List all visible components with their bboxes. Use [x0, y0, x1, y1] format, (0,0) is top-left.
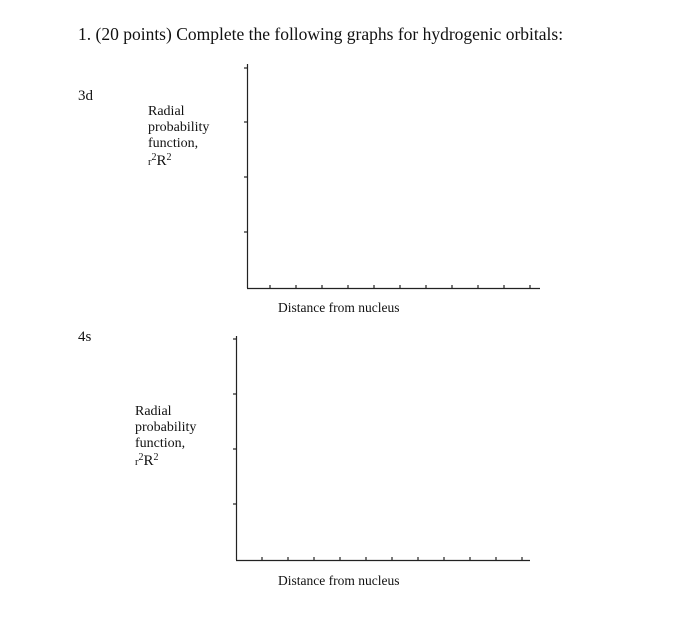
y-label-line: function, — [148, 136, 199, 151]
y-label-line: Radial — [148, 104, 185, 119]
y-label-line: function, — [135, 436, 186, 451]
orbital-label-4s: 4s — [78, 329, 92, 345]
formula-R-exponent: 2 — [153, 452, 159, 463]
formula-R-exponent: 2 — [166, 152, 172, 163]
x-axis-label-3d: Distance from nucleus — [278, 300, 400, 315]
orbital-label-3d: 3d — [78, 88, 93, 104]
formula-r-exponent: 2 — [138, 452, 144, 463]
formula-R: R — [156, 153, 167, 169]
formula-r-exponent: 2 — [151, 152, 157, 163]
formula-r: r — [135, 457, 139, 468]
question-title: 1. (20 points) Complete the following graphs for hydrogenic orbitals: — [78, 24, 564, 44]
y-label-line: probability — [135, 420, 197, 435]
x-axis-label-4s: Distance from nucleus — [278, 573, 400, 588]
formula-r: r — [148, 157, 152, 168]
y-label-line: probability — [148, 120, 210, 135]
y-label-line: Radial — [135, 404, 172, 419]
formula-R: R — [143, 453, 154, 469]
